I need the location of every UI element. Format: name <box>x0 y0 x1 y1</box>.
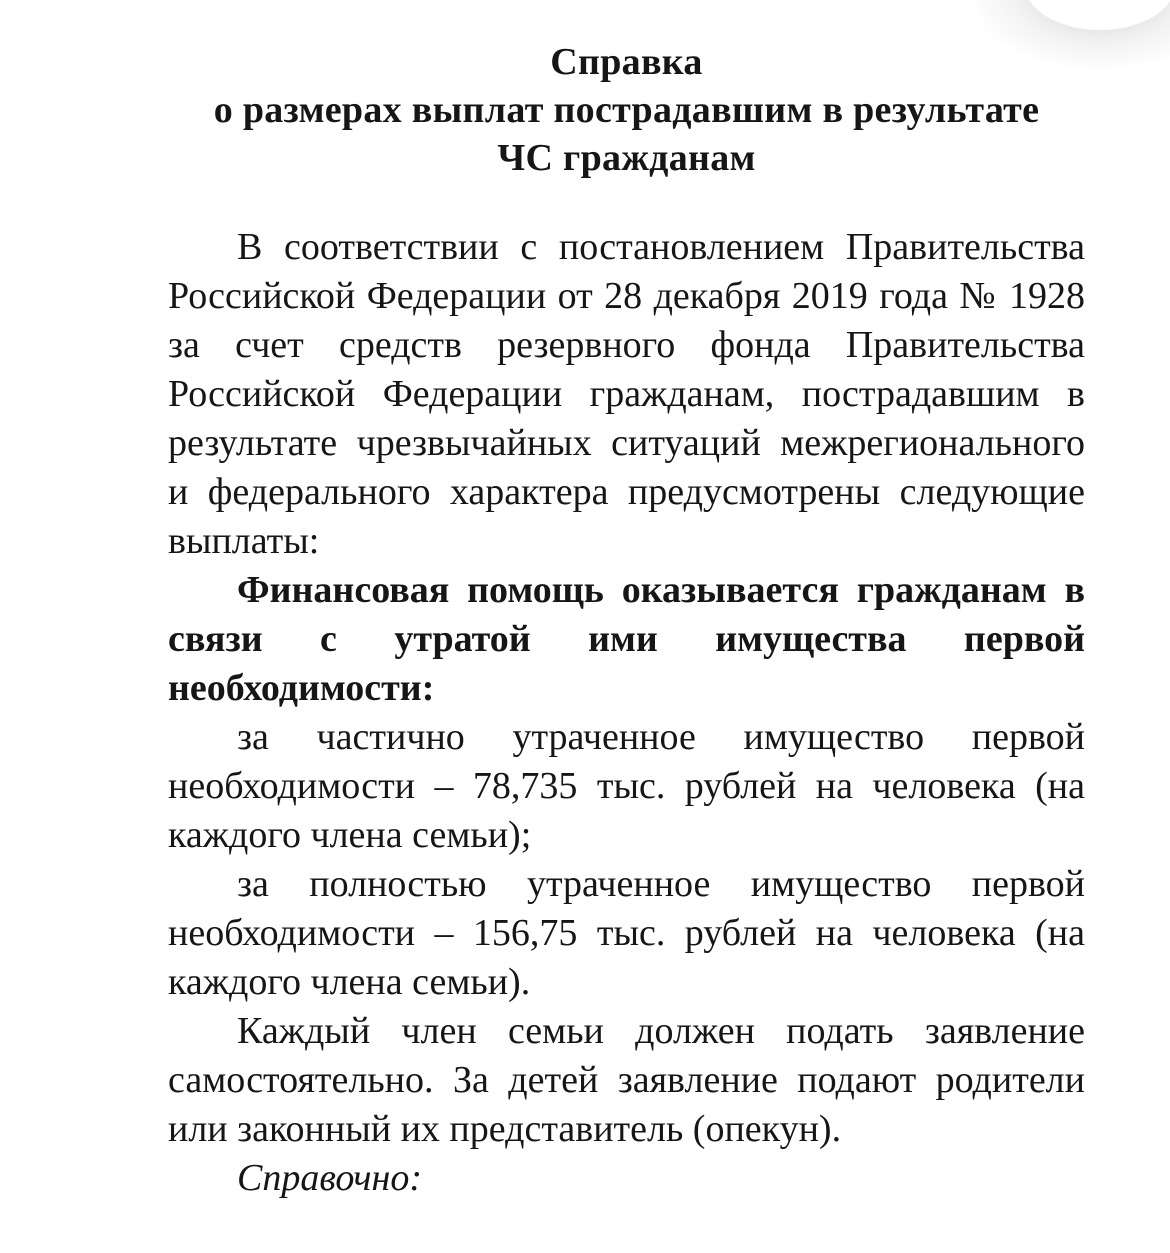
reference-label: Справочно: <box>237 1157 422 1199</box>
title-line-2: о размерах выплат пострадавшим в результате <box>213 89 1040 131</box>
full-loss-paragraph: за полностью утраченное имущество первой необходимости – 156,75 тыс. рублей на человека (на каждого члена семьи). <box>168 863 1085 1003</box>
partial-loss-paragraph: за частично утраченное имущество первой необходимости – 78,735 тыс. рублей на человека (на каждого члена семьи); <box>168 716 1085 856</box>
intro-paragraph: В соответствии с постановлением Правительства Российской Федерации от 28 декабря 2019 года № 1928 за счет средств резервного фонда Правительства Российской Федерации гражданам, пострадавшим в результате чрезвычайных ситуаций межрегионального и федерального характера предусмотрены следующие выплаты: <box>168 226 1085 562</box>
title-line-1: Справка <box>550 41 703 83</box>
document-page <box>168 38 1085 1203</box>
document-title <box>168 38 1085 182</box>
title-line-3: ЧС гражданам <box>497 137 756 179</box>
family-note-paragraph: Каждый член семьи должен подать заявление самостоятельно. За детей заявление подают родители или законный их представитель (опекун). <box>168 1010 1085 1150</box>
financial-aid-heading: Финансовая помощь оказывается гражданам в связи с утратой ими имущества первой необходимости: <box>168 569 1085 709</box>
